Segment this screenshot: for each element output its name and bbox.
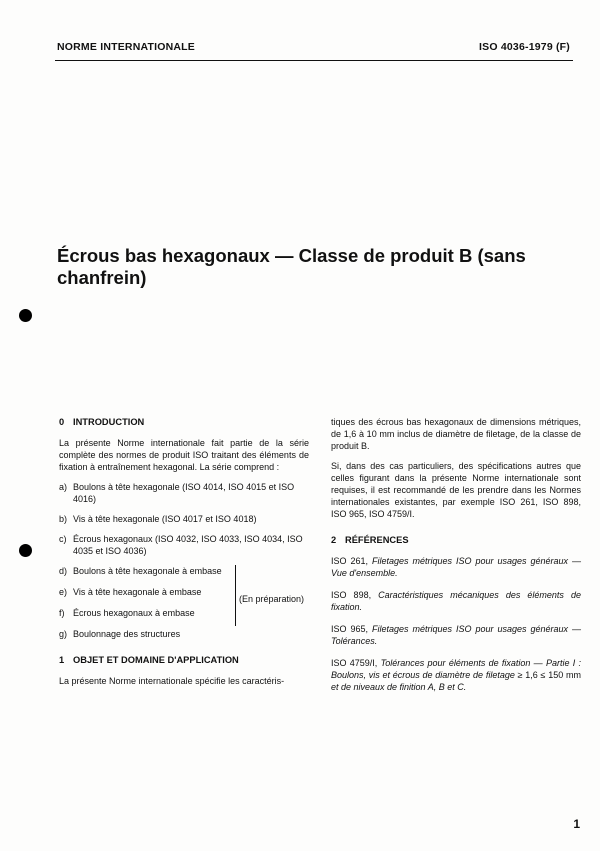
binding-hole-dot-bottom	[19, 544, 32, 557]
reference-diameter-range: ≥ 1,6 ≤ 150 mm	[517, 670, 581, 680]
list-item	[59, 565, 233, 577]
reference-title: Filetages métriques ISO pour usages généraux — Tolérances.	[331, 624, 581, 646]
reference-title: Filetages métriques ISO pour usages généraux — Vue d'ensemble.	[331, 556, 581, 578]
in-preparation-group	[59, 565, 309, 640]
in-preparation-items	[59, 565, 233, 640]
reference-title: Tolérances pour éléments de fixation — Partie I : Boulons, vis et écrous de diamètre de filetage	[331, 658, 581, 680]
reference-code: ISO 261,	[331, 556, 369, 566]
in-preparation-label: (En préparation)	[239, 593, 305, 604]
document-type-label: NORME INTERNATIONALE	[57, 41, 195, 53]
list-item-text: Boulons à tête hexagonale (ISO 4014, ISO 4015 et ISO 4016)	[73, 482, 295, 504]
binding-hole-dot-top	[19, 309, 32, 322]
reference-item	[331, 623, 581, 647]
section-number: 0	[59, 417, 65, 427]
scope-paragraph-continued: tiques des écrous bas hexagonaux de dimensions métriques, de 1,6 à 10 mm inclus de diamètre de filetage, de la classe de produit B.	[331, 417, 581, 451]
section-number: 1	[59, 655, 65, 665]
section-0-heading	[59, 416, 309, 428]
title-line-2: chanfrein)	[57, 267, 147, 288]
scope-paragraph-start: La présente Norme internationale spécifie les caractéris-	[59, 676, 285, 686]
list-item	[59, 481, 309, 505]
title-line-1: Écrous bas hexagonaux — Classe de produit B (sans	[57, 245, 526, 266]
list-item-text: Boulons à tête hexagonale à embase	[73, 566, 222, 576]
reference-item	[331, 555, 581, 579]
reference-code: ISO 4759/I,	[331, 658, 378, 668]
list-item-letter: d)	[59, 566, 68, 576]
list-item-letter: a)	[59, 482, 68, 492]
reference-item	[331, 657, 581, 693]
header-rule	[55, 60, 573, 61]
list-item	[59, 533, 309, 557]
document-title	[57, 245, 557, 289]
section-title: RÉFÉRENCES	[345, 535, 409, 545]
scope-paragraph-2: Si, dans des cas particuliers, des spécifications autres que celles figurant dans la présente Norme internationale sont requises, il est recommandé de les prendre dans les Normes internationales existantes, par exemple ISO 261, ISO 898, ISO 965, ISO 4759/I.	[331, 461, 581, 519]
list-item-text: Vis à tête hexagonale à embase	[73, 587, 202, 597]
list-item-letter: b)	[59, 514, 68, 524]
reference-code: ISO 965,	[331, 624, 369, 634]
list-item	[59, 628, 233, 640]
list-item	[59, 586, 233, 598]
list-item-text: Boulonnage des structures	[73, 629, 181, 639]
list-item-letter: e)	[59, 587, 68, 597]
right-column	[331, 416, 581, 703]
section-2-heading	[331, 534, 581, 546]
list-item	[59, 513, 309, 525]
reference-title-end: et de niveaux de finition A, B et C.	[331, 682, 467, 692]
reference-title: Caractéristiques mécaniques des éléments de fixation.	[331, 590, 581, 612]
list-item	[59, 607, 233, 619]
list-item-text: Écrous hexagonaux à embase	[73, 608, 195, 618]
list-item-letter: c)	[59, 534, 67, 544]
reference-item	[331, 589, 581, 613]
section-1-heading	[59, 654, 309, 666]
standard-reference: ISO 4036-1979 (F)	[479, 41, 570, 53]
section-title: OBJET ET DOMAINE D'APPLICATION	[73, 655, 239, 665]
list-item-text: Vis à tête hexagonale (ISO 4017 et ISO 4018)	[73, 514, 257, 524]
left-column	[59, 416, 309, 687]
grouping-brace	[235, 565, 236, 626]
reference-code: ISO 898,	[331, 590, 372, 600]
list-item-text: Écrous hexagonaux (ISO 4032, ISO 4033, ISO 4034, ISO 4035 et ISO 4036)	[73, 534, 303, 556]
introduction-paragraph: La présente Norme internationale fait partie de la série complète des normes de produit ISO traitant des éléments de fixation à entraînement hexagonal. La série comprend :	[59, 438, 309, 472]
list-item-letter: g)	[59, 629, 68, 639]
section-number: 2	[331, 535, 337, 545]
list-item-letter: f)	[59, 608, 65, 618]
section-title: INTRODUCTION	[73, 417, 145, 427]
page-number: 1	[573, 817, 580, 831]
